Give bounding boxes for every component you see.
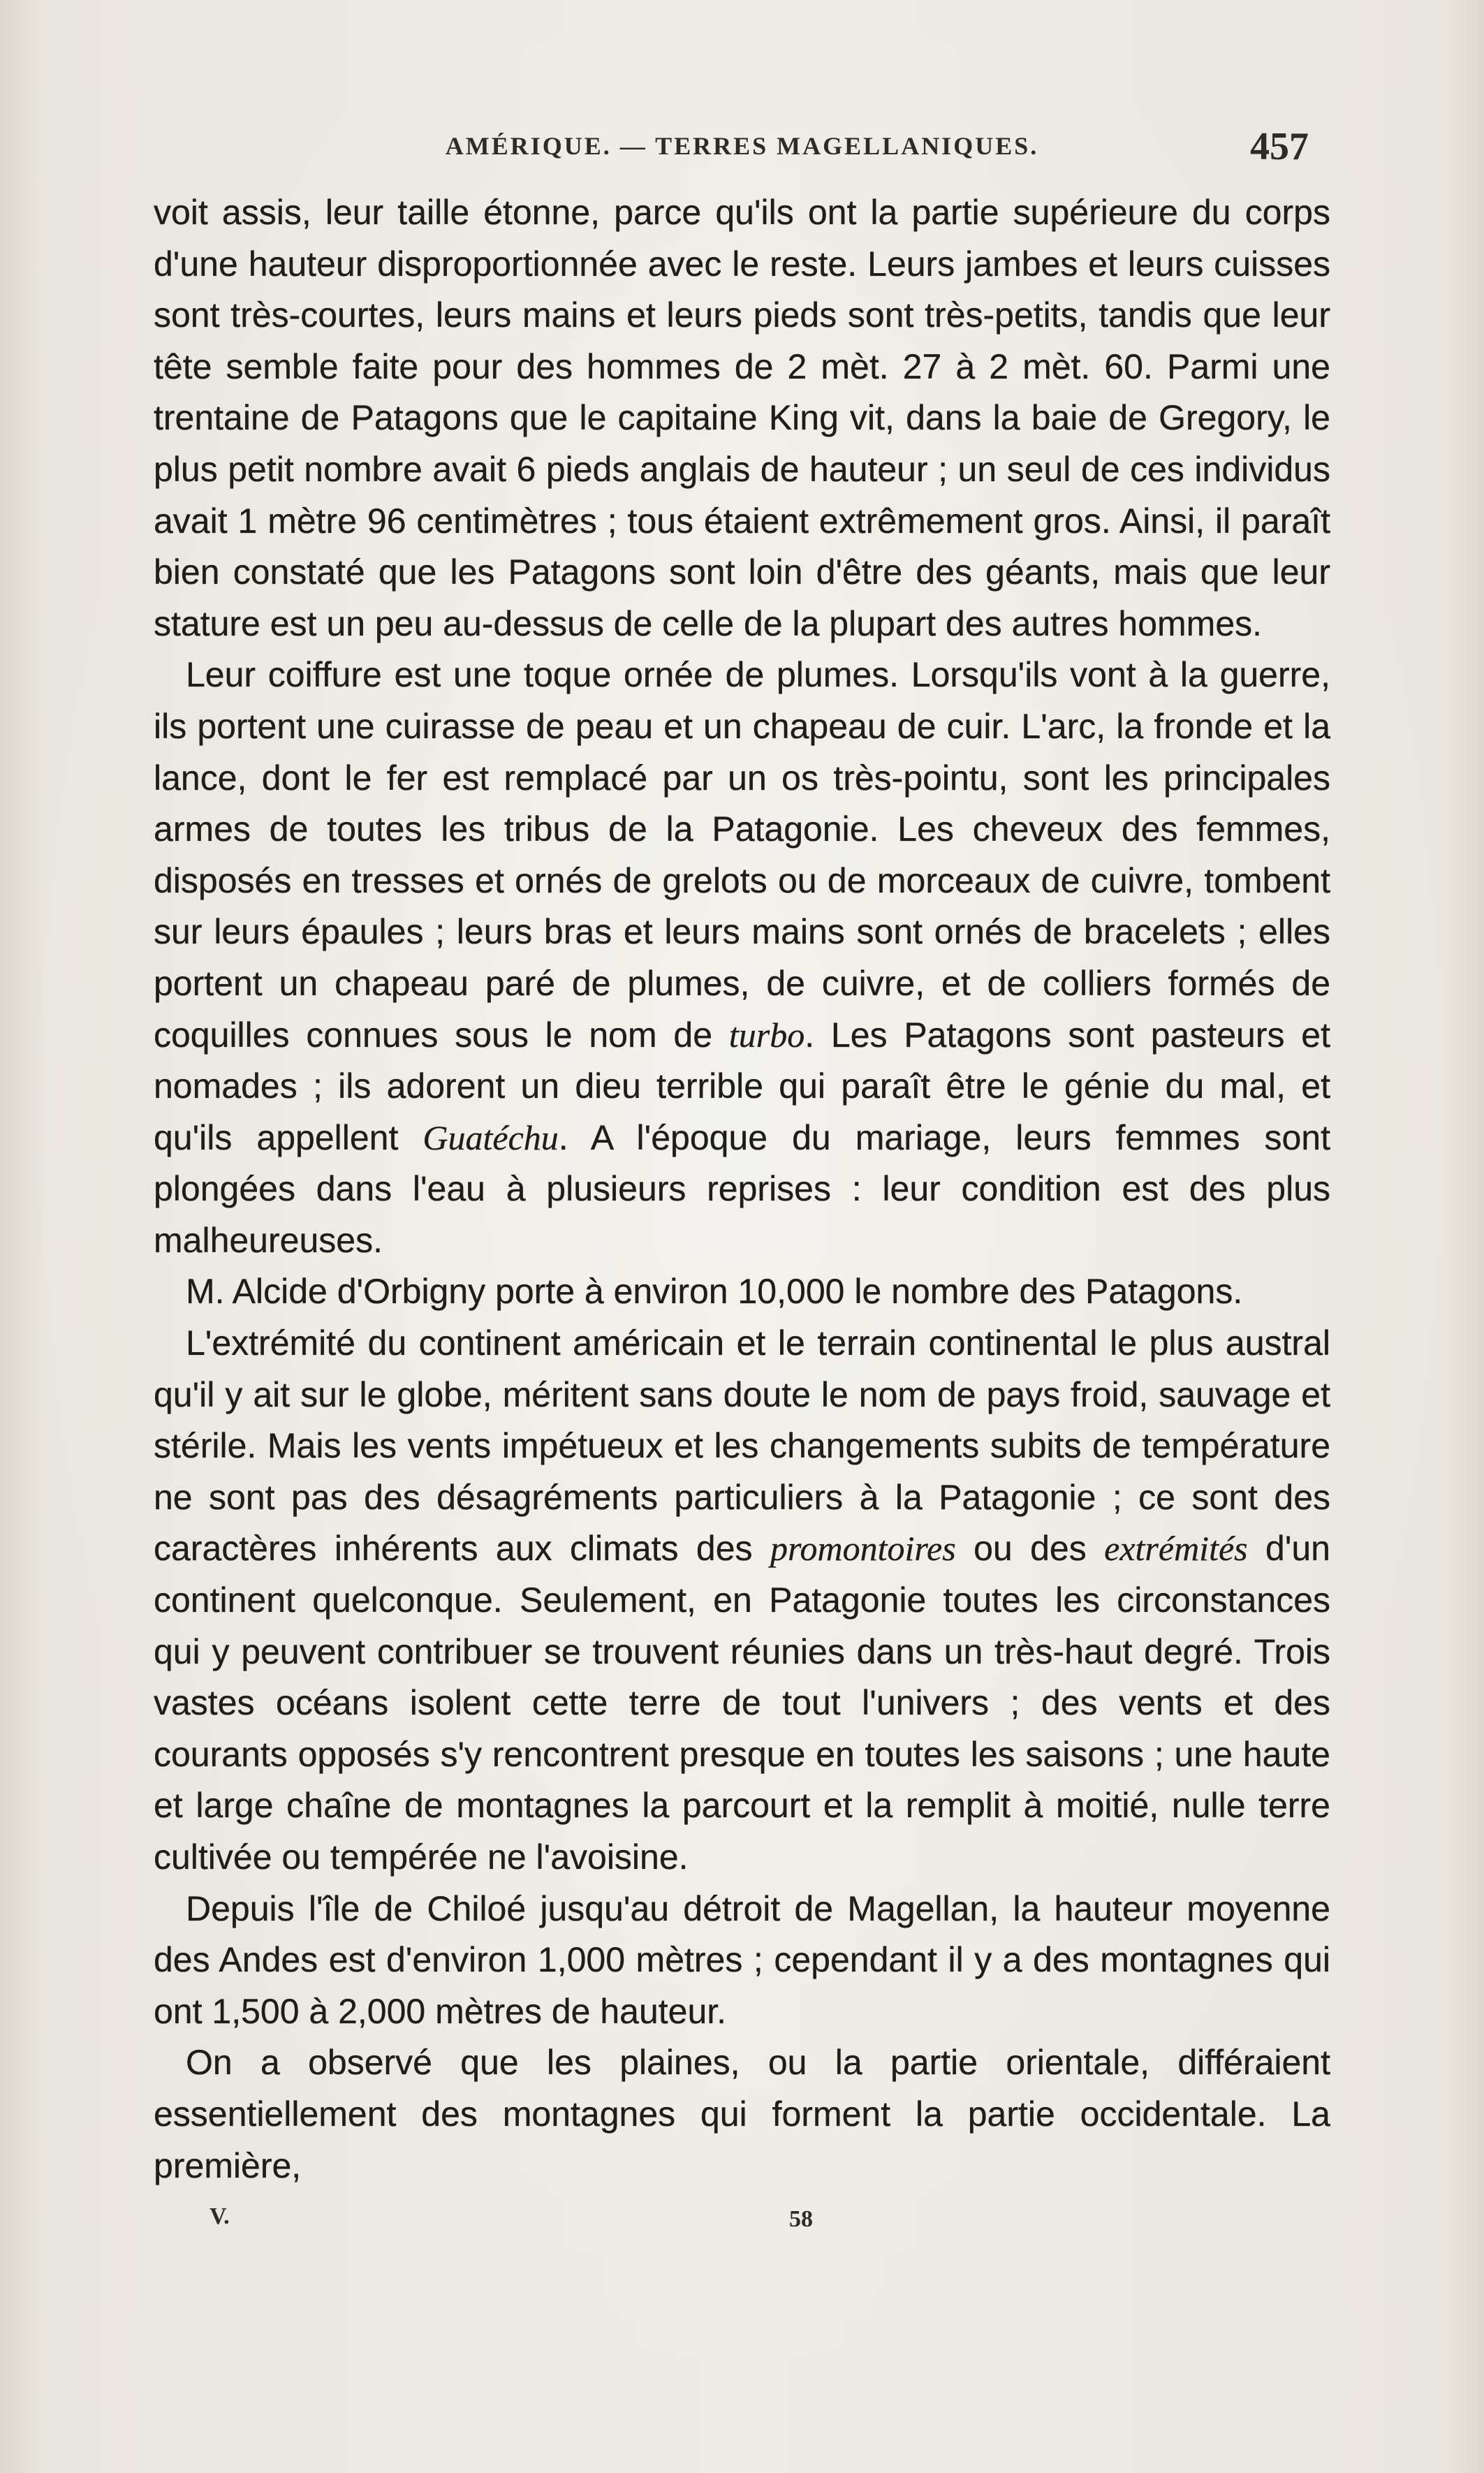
italic-term: turbo bbox=[728, 1015, 805, 1055]
page-number: 457 bbox=[1250, 125, 1309, 168]
text-run: Depuis l'île de Chiloé jusqu'au détroit de Magellan, la hauteur moyenne des Andes est d'environ 1,000 mètres ; cependant il y a des montagnes qui ont 1,500 à 2,000 mètres de hauteur. bbox=[154, 1888, 1330, 2031]
page-header bbox=[0, 124, 1484, 173]
sheet-number: 58 bbox=[789, 2206, 813, 2232]
paragraph-p4 bbox=[154, 1318, 1330, 1884]
paragraph-p3 bbox=[154, 1266, 1330, 1318]
italic-term: promontoires bbox=[770, 1529, 956, 1569]
paragraph-p5 bbox=[154, 1884, 1330, 2038]
paragraph-p2 bbox=[154, 650, 1330, 1266]
text-run: M. Alcide d'Orbigny porte à environ 10,000 le nombre des Patagons. bbox=[186, 1272, 1243, 1312]
text-run: . Les Patagons sont pasteurs et nomades ; ils adorent un dieu terrible qui paraît être le génie du mal, et qu'ils appellent bbox=[154, 1015, 1330, 1157]
body-text bbox=[154, 187, 1330, 2192]
page-footer bbox=[0, 2203, 1484, 2245]
text-run: d'un continent quelconque. Seulement, en Patagonie toutes les circonstances qui y peuvent contribuer se trouvent réunies dans un très-haut degré. Trois vastes océans isolent cette terre de tout l'univers ; des vents et des courants opposés s'y rencontrent presque en toutes les saisons ; une haute et large chaîne de montagnes la parcourt et la remplit à moitié, nulle terre cultivée ou tempérée ne l'avoisine. bbox=[154, 1529, 1330, 1877]
italic-term: Guatéchu bbox=[423, 1117, 559, 1157]
text-run: On a observé que les plaines, ou la partie orientale, différaient essentiellement des montagnes qui forment la partie occidentale. La première, bbox=[154, 2043, 1330, 2185]
text-run: L'extrémité du continent américain et le terrain continental le plus austral qu'il y ait sur le globe, méritent sans doute le nom de pays froid, sauvage et stérile. Mais les vents impétueux et les changements subits de température ne sont pas des désagréments particuliers à la Patagonie ; ce sont des caractères inhérents aux climats des bbox=[154, 1323, 1330, 1569]
paragraph-p6 bbox=[154, 2037, 1330, 2192]
text-run: . A l'époque du mariage, leurs femmes sont plongées dans l'eau à plusieurs reprises : leur condition est des plus malheureuses. bbox=[154, 1117, 1330, 1260]
text-run: Leur coiffure est une toque ornée de plumes. Lorsqu'ils vont à la guerre, ils portent une cuirasse de peau et un chapeau de cuir. L'arc, la fronde et la lance, dont le fer est remplacé par un os très-pointu, sont les principales armes de toutes les tribus de la Patagonie. Les cheveux des femmes, disposés en tresses et ornés de grelots ou de morceaux de cuivre, tombent sur leurs épaules ; leurs bras et leurs mains sont ornés de bracelets ; elles portent un chapeau paré de plumes, de cuivre, et de colliers formés de coquilles connues sous le nom de bbox=[154, 655, 1330, 1055]
italic-term: extrémités bbox=[1104, 1529, 1248, 1569]
running-head: AMÉRIQUE. — TERRES MAGELLANIQUES. bbox=[445, 132, 1039, 160]
paragraph-p1 bbox=[154, 187, 1330, 650]
text-run: ou des bbox=[955, 1529, 1105, 1569]
signature-mark: V. bbox=[210, 2203, 230, 2229]
text-run: voit assis, leur taille étonne, parce qu'ils ont la partie supérieure du corps d'une hauteur disproportionnée avec le reste. Leurs jambes et leurs cuisses sont très-courtes, leurs mains et leurs pieds sont très-petits, tandis que leur tête semble faite pour des hommes de 2 mèt. 27 à 2 mèt. 60. Parmi une trentaine de Patagons que le capitaine King vit, dans la baie de Gregory, le plus petit nombre avait 6 pieds anglais de hauteur ; un seul de ces individus avait 1 mètre 96 centimètres ; tous étaient extrêmement gros. Ainsi, il paraît bien constaté que les Patagons sont loin d'être des géants, mais que leur stature est un peu au-dessus de celle de la plupart des autres hommes. bbox=[154, 193, 1330, 643]
